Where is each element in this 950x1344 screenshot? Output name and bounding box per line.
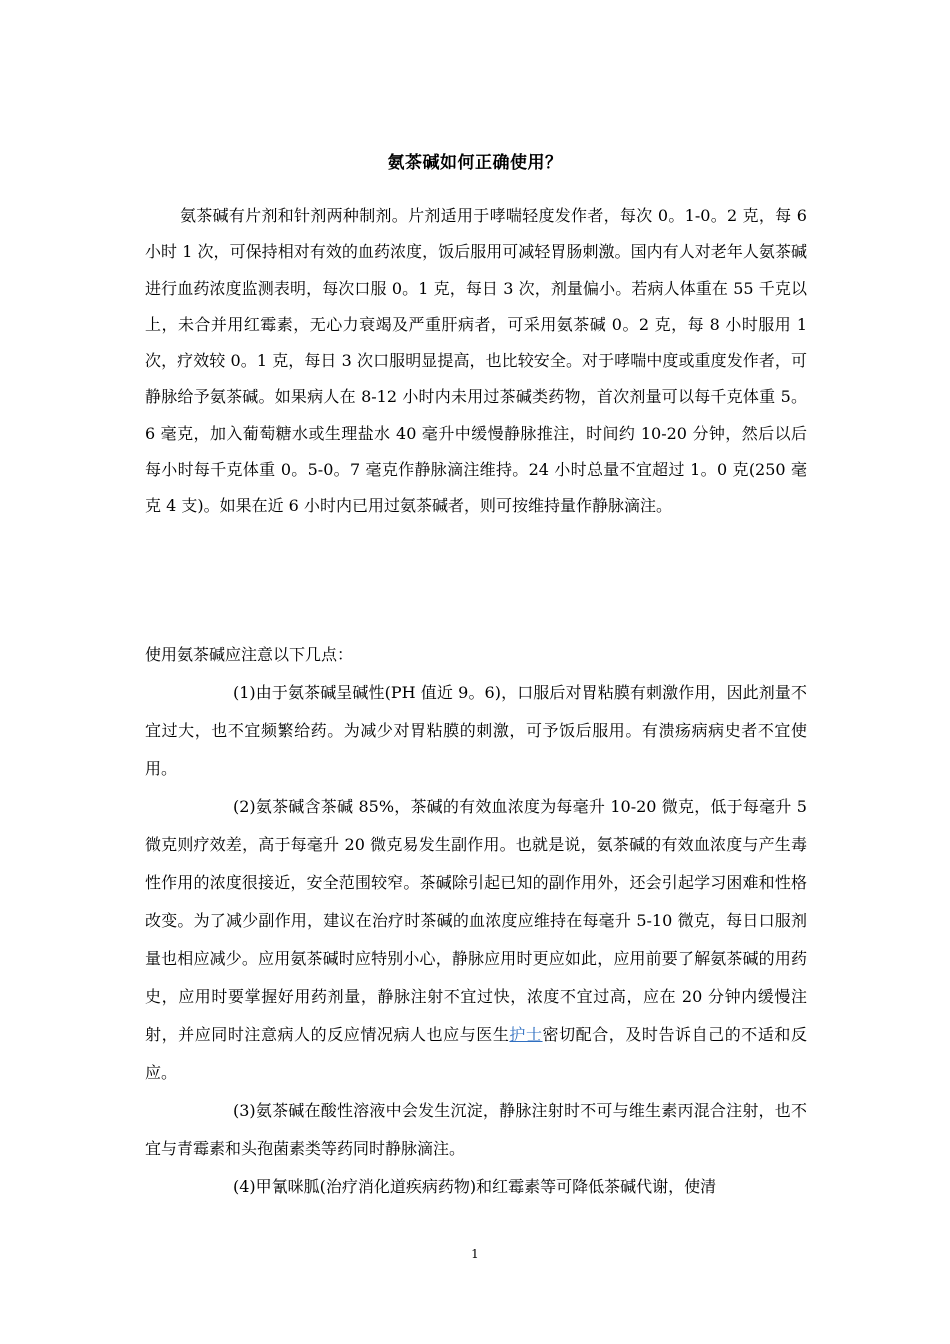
intro-section (145, 198, 807, 525)
note-3-paragraph: (3)氨茶碱在酸性溶液中会发生沉淀，静脉注射时不可与维生素丙混合注射，也不宜与青霉素和头孢菌素类等药同时静脉滴注。 (145, 1101, 807, 1158)
note-2-text-before-link: (2)氨茶碱含茶碱 85%，茶碱的有效血浓度为每毫升 10-20 微克，低于每毫升 5 微克则疗效差，高于每毫升 20 微克易发生副作用。也就是说，氨茶碱的有效血浓度与产生毒性作用的浓度很接近，安全范围较窄。茶碱除引起已知的副作用外，还会引起学习困难和性格改变。为了减少副作用，建议在治疗时茶碱的血浓度应维持在每毫升 5-10 微克，每日口服剂量也相应减少。应用氨茶碱时应特别小心，静脉应用时更应如此，应用前要了解氨茶碱的用药史，应用时要掌握好用药剂量，静脉注射不宜过快，浓度不宜过高，应在 20 分钟内缓慢注射，并应同时注意病人的反应情况病人也应与医生 (145, 797, 807, 1044)
page-number: 1 (471, 1247, 479, 1261)
note-4-paragraph: (4)甲氰咪胍(治疗消化道疾病药物)和红霉素等可降低茶碱代谢，使清 (233, 1177, 717, 1196)
document-title: 氨茶碱如何正确使用？ (387, 153, 563, 173)
note-1-paragraph: (1)由于氨茶碱呈碱性(PH 值近 9。6)，口服后对胃粘膜有刺激作用，因此剂量不宜过大，也不宜频繁给药。为减少对胃粘膜的刺激，可予饭后服用。有溃疡病病史者不宜使用。 (145, 683, 807, 778)
nurse-link[interactable]: 护士 (509, 1025, 543, 1044)
notes-heading: 使用氨茶碱应注意以下几点： (145, 645, 354, 664)
notes-section (145, 636, 807, 1206)
note-2-text-after-link: 密切配合，及时告诉自己的不适和反应。 (145, 1025, 807, 1082)
intro-paragraph: 氨茶碱有片剂和针剂两种制剂。片剂适用于哮喘轻度发作者，每次 0。1-0。2 克，每 6 小时 1 次，可保持相对有效的血药浓度，饭后服用可减轻胃肠刺激。国内有人对老年人氨茶碱进行血药浓度监测表明，每次口服 0。1 克，每日 3 次，剂量偏小。若病人体重在 55 千克以上，未合并用红霉素，无心力衰竭及严重肝病者，可采用氨茶碱 0。2 克，每 8 小时服用 1 次，疗效较 0。1 克，每日 3 次口服明显提高，也比较安全。对于哮喘中度或重度发作者，可静脉给予氨茶碱。如果病人在 8-12 小时内未用过茶碱类药物，首次剂量可以每千克体重 5。6 毫克，加入葡萄糖水或生理盐水 40 毫升中缓慢静脉推注，时间约 10-20 分钟，然后以后每小时每千克体重 0。5-0。7 毫克作静脉滴注维持。24 小时总量不宜超过 1。0 克(250 毫克 4 支)。如果在近 6 小时内已用过氨茶碱者，则可按维持量作静脉滴注。 (145, 206, 807, 516)
note-2-paragraph (145, 788, 807, 1092)
